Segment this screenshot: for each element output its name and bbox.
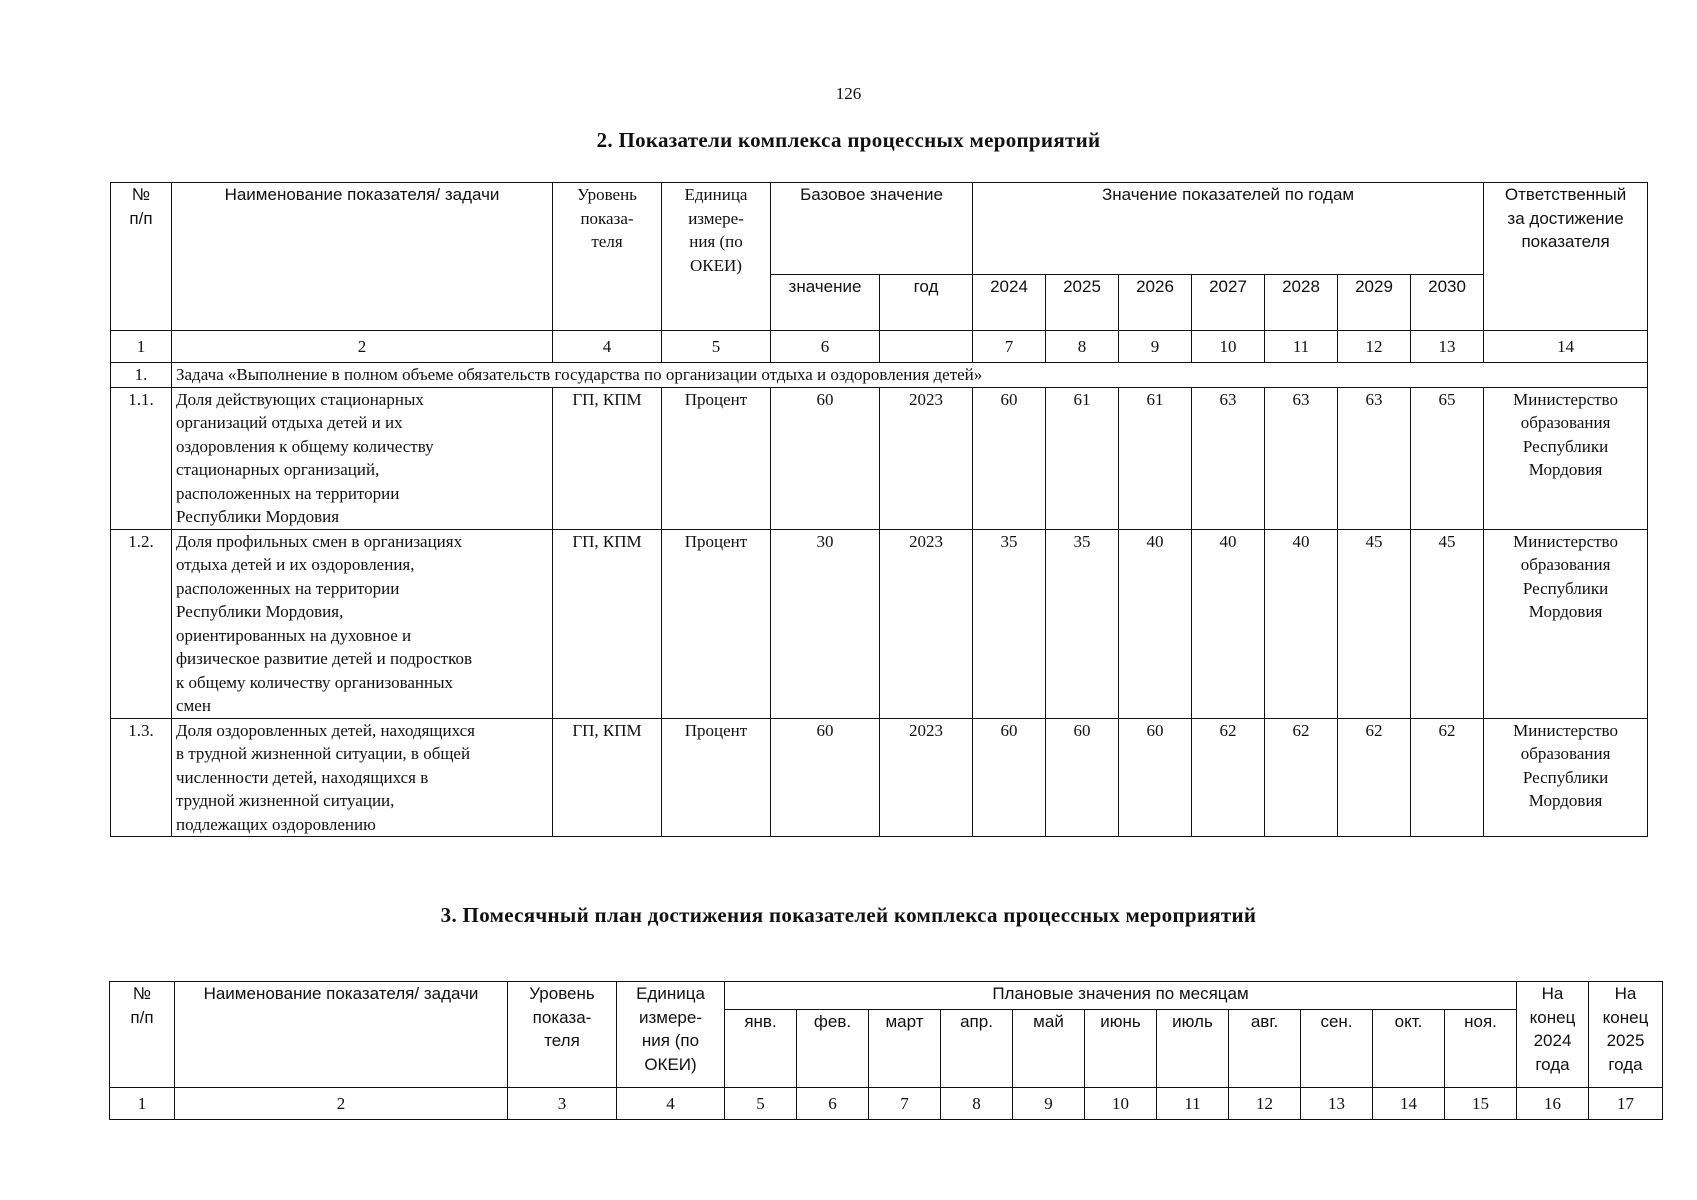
row-year-value: 63 bbox=[1265, 387, 1338, 529]
header-num: № п/п bbox=[111, 183, 172, 331]
table-row bbox=[111, 718, 1648, 837]
header-year: 2026 bbox=[1119, 275, 1192, 331]
col-number: 6 bbox=[797, 1088, 869, 1120]
col-number: 16 bbox=[1517, 1088, 1589, 1120]
row-level: ГП, КПМ bbox=[553, 387, 662, 529]
header-name: Наименование показателя/ задачи bbox=[175, 982, 508, 1088]
header-year: 2029 bbox=[1338, 275, 1411, 331]
header-year: 2025 bbox=[1046, 275, 1119, 331]
header-end-2024: На конец 2024 года bbox=[1517, 982, 1589, 1088]
header-base: Базовое значение bbox=[771, 183, 973, 275]
col-number: 14 bbox=[1484, 331, 1648, 363]
col-number: 3 bbox=[508, 1088, 617, 1120]
row-year-value: 61 bbox=[1046, 387, 1119, 529]
col-number: 12 bbox=[1338, 331, 1411, 363]
task-row bbox=[111, 363, 1648, 388]
col-number: 9 bbox=[1119, 331, 1192, 363]
col-number: 12 bbox=[1229, 1088, 1301, 1120]
table-row bbox=[111, 387, 1648, 529]
header-month: сен. bbox=[1301, 1010, 1373, 1088]
header-year: 2024 bbox=[973, 275, 1046, 331]
table-row bbox=[111, 529, 1648, 718]
row-responsible: Министерство образования Республики Мордовия bbox=[1484, 718, 1648, 837]
header-months-group: Плановые значения по месяцам bbox=[725, 982, 1517, 1010]
header-level: Уровень показа- теля bbox=[508, 982, 617, 1088]
col-number: 5 bbox=[725, 1088, 797, 1120]
header-month: янв. bbox=[725, 1010, 797, 1088]
header-end-2025: На конец 2025 года bbox=[1589, 982, 1663, 1088]
row-year-value: 63 bbox=[1192, 387, 1265, 529]
row-year-value: 62 bbox=[1411, 718, 1484, 837]
row-responsible: Министерство образования Республики Мордовия bbox=[1484, 529, 1648, 718]
row-year-value: 45 bbox=[1411, 529, 1484, 718]
section-2-title: 2. Показатели комплекса процессных мероприятий bbox=[596, 128, 1101, 152]
header-year: 2028 bbox=[1265, 275, 1338, 331]
row-year-value: 35 bbox=[973, 529, 1046, 718]
row-base-value: 60 bbox=[771, 718, 880, 837]
row-num: 1.1. bbox=[111, 387, 172, 529]
row-base-value: 60 bbox=[771, 387, 880, 529]
header-month: апр. bbox=[941, 1010, 1013, 1088]
col-number: 8 bbox=[941, 1088, 1013, 1120]
task-text: Задача «Выполнение в полном объеме обязательств государства по организации отдыха и оздоровления детей» bbox=[172, 363, 1648, 388]
col-number: 10 bbox=[1192, 331, 1265, 363]
row-level: ГП, КПМ bbox=[553, 529, 662, 718]
row-base-value: 30 bbox=[771, 529, 880, 718]
header-unit: Единица измере- ния (по ОКЕИ) bbox=[662, 183, 771, 331]
col-number: 4 bbox=[617, 1088, 725, 1120]
row-year-value: 35 bbox=[1046, 529, 1119, 718]
col-number: 13 bbox=[1411, 331, 1484, 363]
header-year: 2030 bbox=[1411, 275, 1484, 331]
row-name: Доля профильных смен в организациях отдыха детей и их оздоровления, расположенных на территории Республики Мордовия, ориентированных на духовное и физическое развитие детей и подростков к общему количеству организованных смен bbox=[172, 529, 553, 718]
row-num: 1.3. bbox=[111, 718, 172, 837]
row-year-value: 62 bbox=[1338, 718, 1411, 837]
row-num: 1.2. bbox=[111, 529, 172, 718]
col-number bbox=[880, 331, 973, 363]
col-number: 8 bbox=[1046, 331, 1119, 363]
header-num: № п/п bbox=[110, 982, 175, 1088]
header-name: Наименование показателя/ задачи bbox=[172, 183, 553, 331]
row-year-value: 61 bbox=[1119, 387, 1192, 529]
row-name: Доля действующих стационарных организаций отдыха детей и их оздоровления к общему количеству стационарных организаций, расположенных на территории Республики Мордовия bbox=[172, 387, 553, 529]
header-month: авг. bbox=[1229, 1010, 1301, 1088]
row-year-value: 60 bbox=[973, 387, 1046, 529]
col-number: 11 bbox=[1157, 1088, 1229, 1120]
row-year-value: 40 bbox=[1192, 529, 1265, 718]
col-number: 5 bbox=[662, 331, 771, 363]
header-month: июль bbox=[1157, 1010, 1229, 1088]
header-level: Уровень показа- теля bbox=[553, 183, 662, 331]
col-number: 10 bbox=[1085, 1088, 1157, 1120]
header-responsible: Ответственный за достижение показателя bbox=[1484, 183, 1648, 331]
header-unit: Единица измере- ния (по ОКЕИ) bbox=[617, 982, 725, 1088]
row-base-year: 2023 bbox=[880, 387, 973, 529]
header-month: июнь bbox=[1085, 1010, 1157, 1088]
col-number: 6 bbox=[771, 331, 880, 363]
col-number: 13 bbox=[1301, 1088, 1373, 1120]
row-year-value: 62 bbox=[1192, 718, 1265, 837]
row-year-value: 45 bbox=[1338, 529, 1411, 718]
row-year-value: 40 bbox=[1119, 529, 1192, 718]
header-month: ноя. bbox=[1445, 1010, 1517, 1088]
header-years-group: Значение показателей по годам bbox=[973, 183, 1484, 275]
col-number: 2 bbox=[172, 331, 553, 363]
header-year: 2027 bbox=[1192, 275, 1265, 331]
col-number: 4 bbox=[553, 331, 662, 363]
header-month: март bbox=[869, 1010, 941, 1088]
section-3-title: 3. Помесячный план достижения показателей комплекса процессных мероприятий bbox=[440, 903, 1257, 927]
page-number: 126 bbox=[835, 84, 862, 103]
header-month: фев. bbox=[797, 1010, 869, 1088]
row-unit: Процент bbox=[662, 529, 771, 718]
col-number: 9 bbox=[1013, 1088, 1085, 1120]
col-number: 15 bbox=[1445, 1088, 1517, 1120]
col-number: 17 bbox=[1589, 1088, 1663, 1120]
row-base-year: 2023 bbox=[880, 718, 973, 837]
col-number: 2 bbox=[175, 1088, 508, 1120]
row-year-value: 60 bbox=[1119, 718, 1192, 837]
row-unit: Процент bbox=[662, 718, 771, 837]
row-level: ГП, КПМ bbox=[553, 718, 662, 837]
header-month: май bbox=[1013, 1010, 1085, 1088]
col-number: 11 bbox=[1265, 331, 1338, 363]
header-base-year: год bbox=[880, 275, 973, 331]
col-number: 1 bbox=[111, 331, 172, 363]
col-number: 7 bbox=[973, 331, 1046, 363]
row-year-value: 60 bbox=[1046, 718, 1119, 837]
col-number: 7 bbox=[869, 1088, 941, 1120]
col-number: 14 bbox=[1373, 1088, 1445, 1120]
row-year-value: 65 bbox=[1411, 387, 1484, 529]
row-responsible: Министерство образования Республики Мордовия bbox=[1484, 387, 1648, 529]
indicators-table bbox=[110, 182, 1648, 837]
row-year-value: 62 bbox=[1265, 718, 1338, 837]
col-number: 1 bbox=[110, 1088, 175, 1120]
header-base-value: значение bbox=[771, 275, 880, 331]
row-base-year: 2023 bbox=[880, 529, 973, 718]
row-unit: Процент bbox=[662, 387, 771, 529]
monthly-plan-table bbox=[109, 981, 1663, 1120]
header-month: окт. bbox=[1373, 1010, 1445, 1088]
row-year-value: 63 bbox=[1338, 387, 1411, 529]
row-year-value: 40 bbox=[1265, 529, 1338, 718]
row-name: Доля оздоровленных детей, находящихся в трудной жизненной ситуации, в общей численности детей, находящихся в трудной жизненной ситуации, подлежащих оздоровлению bbox=[172, 718, 553, 837]
task-num: 1. bbox=[111, 363, 172, 388]
row-year-value: 60 bbox=[973, 718, 1046, 837]
